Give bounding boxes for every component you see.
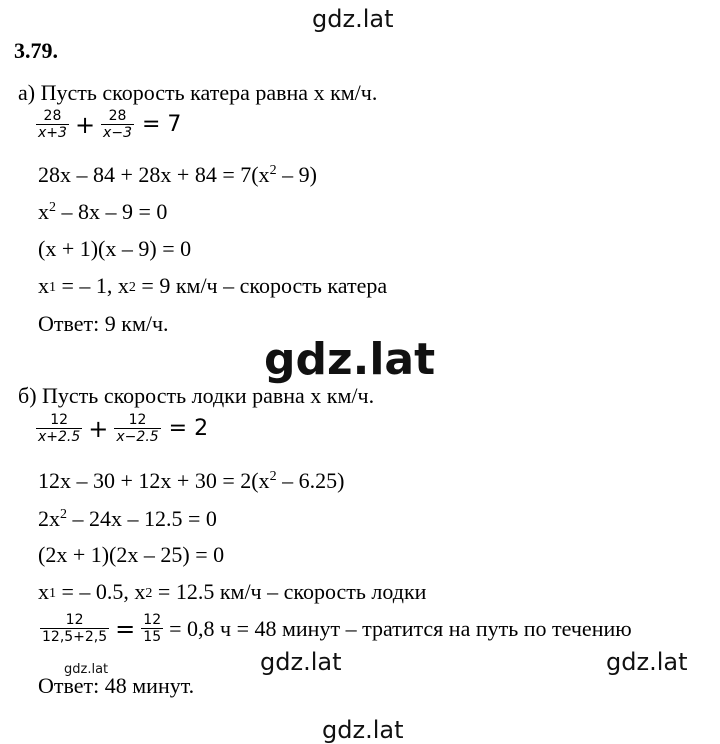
eq-text: = 9 км/ч – скорость катера — [135, 273, 388, 298]
fraction — [101, 108, 134, 141]
denominator: x−2.5 — [116, 429, 159, 445]
equation-rhs: = 7 — [141, 112, 182, 137]
part-b-equation-2 — [38, 468, 344, 494]
equation-rhs: = 2 — [168, 416, 209, 441]
eq-text: = – 0.5, x — [56, 579, 146, 604]
eq-text: – 24x – 12.5 = 0 — [67, 506, 217, 531]
fraction — [141, 612, 163, 645]
part-a-equation-2 — [38, 162, 317, 188]
part-a-roots — [38, 273, 387, 299]
eq-text: x — [38, 273, 49, 298]
fraction — [36, 108, 69, 141]
plus-sign: + — [88, 414, 109, 443]
subscript: 2 — [145, 586, 153, 601]
numerator: 12 — [50, 412, 69, 428]
part-b-time-equation — [38, 612, 632, 645]
numerator: 12 — [65, 612, 84, 628]
watermark-right: gdz.lat — [606, 648, 688, 676]
watermark-bottom: gdz.lat — [322, 716, 404, 744]
problem-number: 3.79. — [14, 38, 58, 63]
part-b-equation-1 — [34, 412, 208, 445]
eq-text: x — [38, 579, 49, 604]
part-b-intro: б) Пусть скорость лодки равна х км/ч. — [18, 383, 375, 408]
subscript: 2 — [128, 280, 136, 295]
denominator: 15 — [143, 629, 162, 645]
denominator: 12,5+2,5 — [42, 629, 108, 645]
eq-text: 28x – 84 + 28x + 84 = 7(x — [38, 162, 270, 187]
watermark-right-mid: gdz.lat — [260, 648, 342, 676]
part-a-equation-4: (x + 1)(x – 9) = 0 — [38, 236, 192, 261]
watermark-middle: gdz.lat — [264, 334, 436, 385]
fraction — [36, 412, 82, 445]
exponent: 2 — [269, 163, 277, 178]
part-b-equation-3 — [38, 506, 217, 532]
part-a-answer: Ответ: 9 км/ч. — [38, 311, 169, 336]
subscript: 1 — [49, 586, 56, 601]
numerator: 12 — [143, 612, 162, 628]
fraction — [114, 412, 160, 445]
part-a-equation-1 — [34, 108, 181, 141]
part-a-intro: а) Пусть скорость катера равна х км/ч. — [18, 80, 378, 105]
watermark-top: gdz.lat — [312, 5, 394, 33]
exponent: 2 — [269, 469, 277, 484]
numerator: 28 — [108, 108, 127, 124]
part-b-answer: Ответ: 48 минут. — [38, 673, 195, 698]
exponent: 2 — [60, 507, 67, 522]
eq-text: = – 1, x — [56, 273, 129, 298]
subscript: 1 — [49, 280, 56, 295]
eq-text: – 6.25) — [276, 468, 345, 493]
part-b-equation-4: (2x + 1)(2x – 25) = 0 — [38, 542, 225, 567]
part-b-roots — [38, 579, 426, 605]
equals-sign: = — [115, 614, 136, 643]
eq-text: x — [38, 199, 49, 224]
plus-sign: + — [74, 110, 96, 139]
eq-text: – 8x – 9 = 0 — [56, 199, 168, 224]
eq-text: = 0,8 ч = 48 минут – тратится на путь по течению — [169, 615, 632, 641]
denominator: x+3 — [38, 125, 67, 141]
denominator: x+2.5 — [38, 429, 81, 445]
eq-text: 12x – 30 + 12x + 30 = 2(x — [38, 468, 270, 493]
watermark-small: gdz.lat — [64, 662, 109, 677]
numerator: 12 — [128, 412, 147, 428]
eq-text: = 12.5 км/ч – скорость лодки — [152, 579, 427, 604]
part-a-equation-3 — [38, 199, 167, 225]
eq-text: 2x — [38, 506, 60, 531]
fraction — [40, 612, 109, 645]
eq-text: – 9) — [276, 162, 317, 187]
denominator: x−3 — [103, 125, 132, 141]
exponent: 2 — [49, 200, 56, 215]
numerator: 28 — [43, 108, 62, 124]
